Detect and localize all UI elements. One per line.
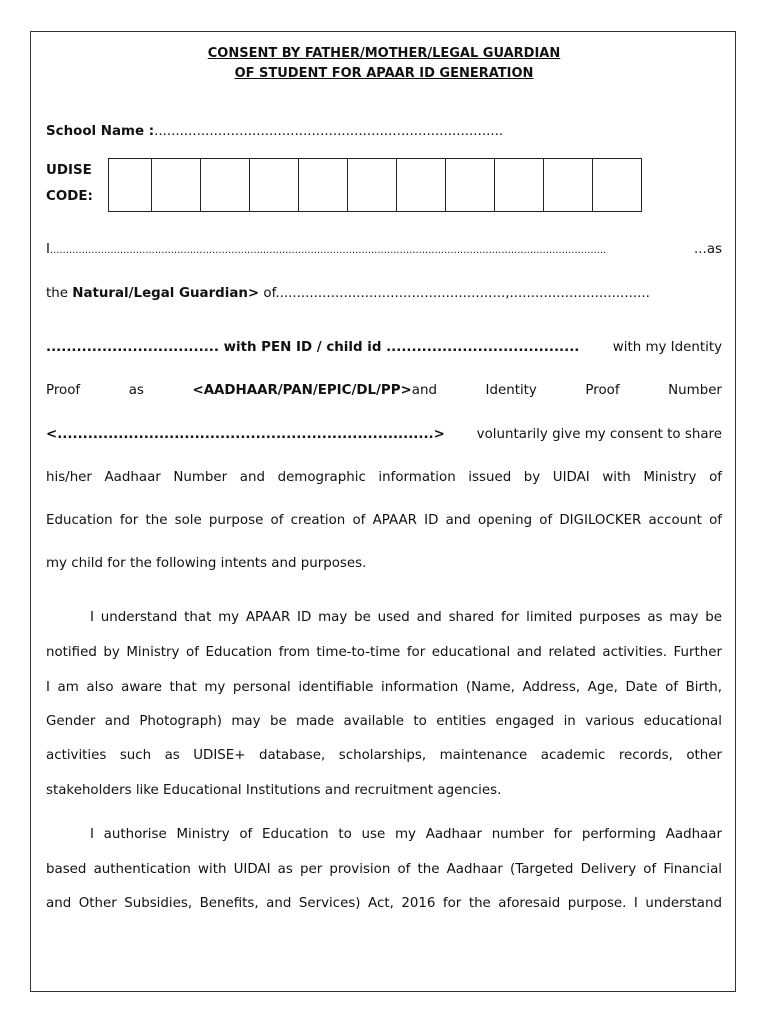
udise-cell[interactable]: [109, 159, 151, 211]
guardian-of: of: [259, 286, 276, 301]
declaration-line-6: his/her Aadhaar Number and demographic information issued by UIDAI with Ministry of: [46, 470, 722, 485]
school-name-blank[interactable]: ..................................................................................: [154, 124, 504, 139]
declarant-name-row: [46, 242, 722, 260]
udise-cell[interactable]: [298, 159, 347, 211]
proof-word-2: as: [128, 383, 144, 398]
declarant-as: ...as: [694, 242, 722, 257]
guardian-row: [46, 286, 722, 301]
para2-line-2: based authentication with UIDAI as per provision of the Aadhaar (Targeted Delivery of Financial: [46, 862, 722, 877]
para1-line-2: notified by Ministry of Education from time-to-time for educational and related activities. Further: [46, 645, 722, 660]
declarant-i: I: [46, 242, 50, 257]
form-title-line-2: OF STUDENT FOR APAAR ID GENERATION: [234, 66, 534, 81]
proof-word-4: Proof: [585, 383, 620, 398]
pen-id-label: with PEN ID / child id: [218, 340, 387, 355]
guardian-type: Natural/Legal Guardian>: [72, 286, 260, 301]
udise-cell[interactable]: [396, 159, 445, 211]
proof-and: and: [411, 383, 437, 398]
form-title-line-1: CONSENT BY FATHER/MOTHER/LEGAL GUARDIAN: [207, 46, 561, 61]
udise-cell[interactable]: [494, 159, 543, 211]
udise-cell[interactable]: [347, 159, 396, 211]
udise-cell[interactable]: [543, 159, 592, 211]
udise-cell[interactable]: [249, 159, 298, 211]
school-name-label: School Name :: [46, 124, 155, 139]
proof-word-3: Identity: [485, 383, 537, 398]
udise-cell[interactable]: [592, 159, 641, 211]
udise-label-line-1: UDISE: [46, 163, 92, 178]
udise-cell[interactable]: [445, 159, 494, 211]
consent-text: voluntarily give my consent to share: [476, 427, 722, 442]
para1-line-1: I understand that my APAAR ID may be used and shared for limited purposes as may be: [90, 610, 722, 625]
child-name-blank[interactable]: ......................................................,.................................: [275, 286, 650, 301]
para2-line-1: I authorise Ministry of Education to use my Aadhaar number for performing Aadhaar: [90, 827, 722, 842]
udise-code-boxes: [108, 158, 642, 212]
udise-cell[interactable]: [151, 159, 200, 211]
pen-blank-1[interactable]: ..................................: [46, 340, 219, 355]
para1-line-4: Gender and Photograph) may be made available to entities engaged in various educational: [46, 714, 722, 729]
proof-options[interactable]: <AADHAAR/PAN/EPIC/DL/PP>: [192, 383, 412, 398]
pen-blank-2[interactable]: ......................................: [386, 340, 580, 355]
proof-word-1: Proof: [46, 383, 81, 398]
udise-cell[interactable]: [200, 159, 249, 211]
para1-line-3: I am also aware that my personal identifiable information (Name, Address, Age, Date of Birth,: [46, 680, 722, 695]
declaration-line-8: my child for the following intents and purposes.: [46, 556, 367, 571]
para1-line-6: stakeholders like Educational Institutions and recruitment agencies.: [46, 783, 502, 798]
udise-label-line-2: CODE:: [46, 189, 93, 204]
proof-number-blank[interactable]: <..........................................................................>: [46, 427, 445, 442]
proof-number-row: [46, 427, 722, 442]
school-name-row: [46, 124, 722, 139]
identity-proof-row: [46, 383, 722, 398]
declarant-name-blank[interactable]: ...............................................................................................................................................................................: [49, 245, 607, 256]
declaration-line-7: Education for the sole purpose of creation of APAAR ID and opening of DIGILOCKER account of: [46, 513, 722, 528]
pen-tail: with my Identity: [612, 340, 722, 355]
para2-line-3: and Other Subsidies, Benefits, and Services) Act, 2016 for the aforesaid purpose. I understand: [46, 896, 722, 911]
proof-word-5: Number: [668, 383, 722, 398]
guardian-prefix: the: [46, 286, 73, 301]
pen-id-row: [46, 340, 722, 355]
udise-label: [46, 158, 93, 210]
para1-line-5: activities such as UDISE+ database, scholarships, maintenance academic records, other: [46, 748, 722, 763]
